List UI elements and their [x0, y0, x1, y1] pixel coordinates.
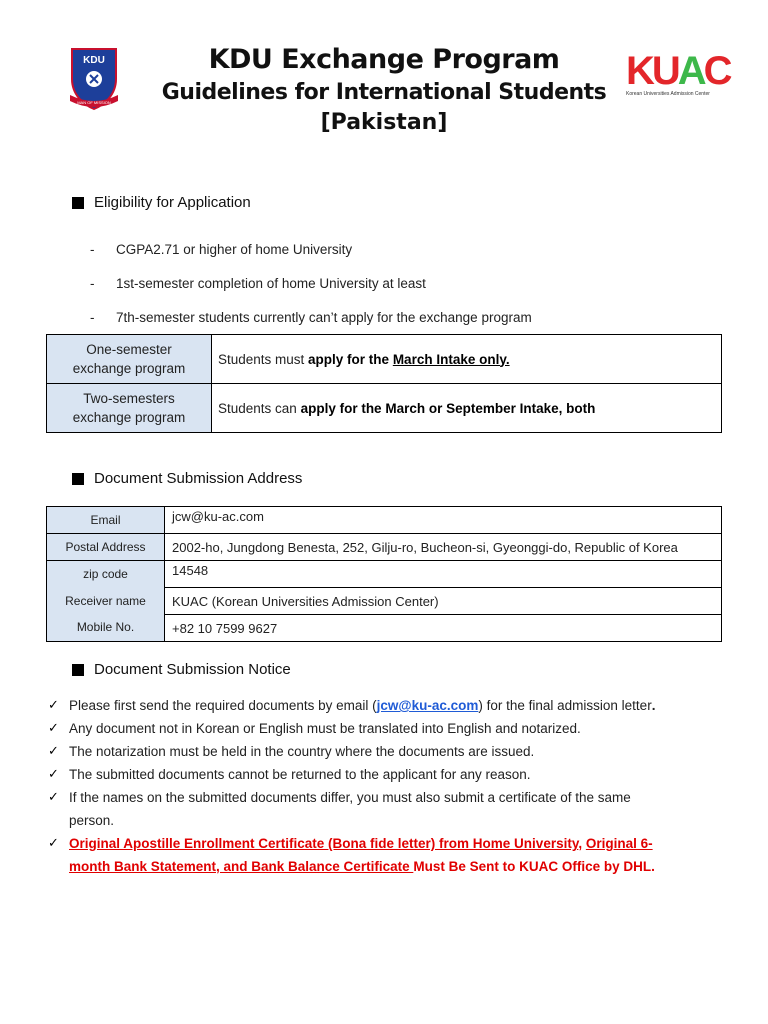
program-label — [47, 384, 212, 433]
rule-underline: March Intake only. — [392, 351, 510, 367]
dash-icon: - — [90, 309, 95, 325]
notice-heading — [72, 661, 291, 678]
rule-bold: apply for the — [308, 351, 393, 367]
table-row — [47, 534, 722, 561]
bullet-text: CGPA2.71 or higher of home University — [116, 241, 353, 257]
mobile-label: Mobile No. — [76, 620, 135, 635]
email-value: jcw@ku-ac.com — [165, 507, 722, 534]
postal-label: Postal Address — [47, 534, 165, 561]
address-heading-text: Document Submission Address — [94, 470, 303, 487]
merged-label-cell — [47, 561, 165, 642]
rule-bold: apply for the March or September Intake, both — [300, 400, 596, 416]
address-table — [46, 506, 722, 642]
notice-text-part: , — [578, 836, 586, 851]
eligibility-heading-text: Eligibility for Application — [94, 194, 251, 211]
kdu-logo-motto: MAN OF MISSION — [77, 100, 111, 105]
page-subtitle: Guidelines for International Students — [161, 80, 607, 105]
kuac-logo-text: KUAC — [626, 49, 730, 93]
check-icon: ✓ — [48, 836, 59, 851]
label-line: Two-semesters — [83, 391, 175, 406]
bullet-text: 7th-semester students currently can’t apply for the exchange program — [116, 309, 532, 325]
list-item — [48, 694, 728, 717]
notice-text-part: Original Apostille Enrollment Certificate (Bona fide letter) from Home University — [69, 836, 579, 851]
list-item — [90, 266, 532, 300]
label-line: exchange program — [72, 361, 186, 376]
country-label: [Pakistan] — [320, 110, 448, 135]
page-header — [0, 40, 768, 140]
kdu-logo-text: KDU — [83, 55, 105, 66]
notice-text — [69, 694, 655, 717]
title-block — [150, 42, 618, 138]
notice-text-part: month Bank Statement, and Bank Balance Certificate — [69, 859, 414, 874]
label-line: One-semester — [86, 342, 172, 357]
bullet-text: 1st-semester completion of home University at least — [116, 275, 426, 291]
table-row — [47, 384, 722, 433]
notice-heading-text: Document Submission Notice — [94, 661, 291, 678]
eligibility-heading — [72, 194, 251, 211]
zip-label: zip code — [83, 567, 128, 582]
notice-list — [48, 694, 728, 878]
email-label: Email — [47, 507, 165, 534]
notice-text: Any document not in Korean or English must be translated into English and notarized. — [69, 721, 581, 736]
list-item — [90, 232, 532, 266]
program-rule — [212, 335, 722, 384]
eligibility-table — [46, 334, 722, 433]
square-bullet-icon — [72, 197, 84, 209]
check-icon: ✓ — [48, 790, 59, 805]
receiver-label: Receiver name — [65, 593, 146, 608]
notice-text-important — [69, 832, 655, 878]
notice-text: The notarization must be held in the country where the documents are issued. — [69, 744, 535, 759]
rule-prefix: Students must — [218, 351, 309, 367]
eligibility-bullets — [90, 232, 532, 334]
program-rule — [212, 384, 722, 433]
list-item — [48, 832, 728, 878]
dash-icon: - — [90, 241, 95, 257]
table-row — [47, 561, 722, 588]
mobile-value: +82 10 7599 9627 — [165, 615, 722, 642]
check-icon: ✓ — [48, 744, 59, 759]
check-icon: ✓ — [48, 721, 59, 736]
check-icon: ✓ — [48, 767, 59, 782]
notice-text-part: . — [651, 698, 656, 713]
page-title: KDU Exchange Program — [208, 44, 560, 75]
notice-text-part: Original 6- — [585, 836, 653, 851]
notice-text — [69, 786, 631, 832]
square-bullet-icon — [72, 473, 84, 485]
kuac-logo-icon — [624, 46, 730, 98]
list-item — [48, 786, 728, 832]
notice-text-part: Please first send the required documents by email ( — [69, 698, 377, 713]
notice-text: The submitted documents cannot be returned to the applicant for any reason. — [69, 767, 531, 782]
zip-value: 14548 — [165, 561, 722, 588]
list-item — [90, 300, 532, 334]
table-row — [47, 507, 722, 534]
label-line: exchange program — [72, 410, 186, 425]
check-icon: ✓ — [48, 698, 59, 713]
address-heading — [72, 470, 302, 487]
list-item — [48, 763, 728, 786]
notice-text-part: If the names on the submitted documents differ, you must also submit a certificate of the same — [69, 790, 631, 805]
receiver-value: KUAC (Korean Universities Admission Center) — [165, 588, 722, 615]
email-link[interactable]: jcw@ku-ac.com — [376, 698, 479, 713]
program-label — [47, 335, 212, 384]
dash-icon: - — [90, 275, 95, 291]
rule-prefix: Students can — [218, 400, 301, 416]
notice-text-part: person. — [69, 813, 115, 828]
list-item — [48, 740, 728, 763]
postal-value: 2002-ho, Jungdong Benesta, 252, Gilju-ro, Bucheon-si, Gyeonggi-do, Republic of Korea — [165, 534, 722, 561]
notice-text-part: ) for the final admission letter — [478, 698, 652, 713]
kdu-logo-icon — [66, 45, 122, 113]
notice-text-part: Must Be Sent to KUAC Office by DHL. — [413, 859, 655, 874]
square-bullet-icon — [72, 664, 84, 676]
kuac-logo-caption: Korean Universities Admission Center — [626, 91, 710, 97]
list-item — [48, 717, 728, 740]
table-row — [47, 335, 722, 384]
